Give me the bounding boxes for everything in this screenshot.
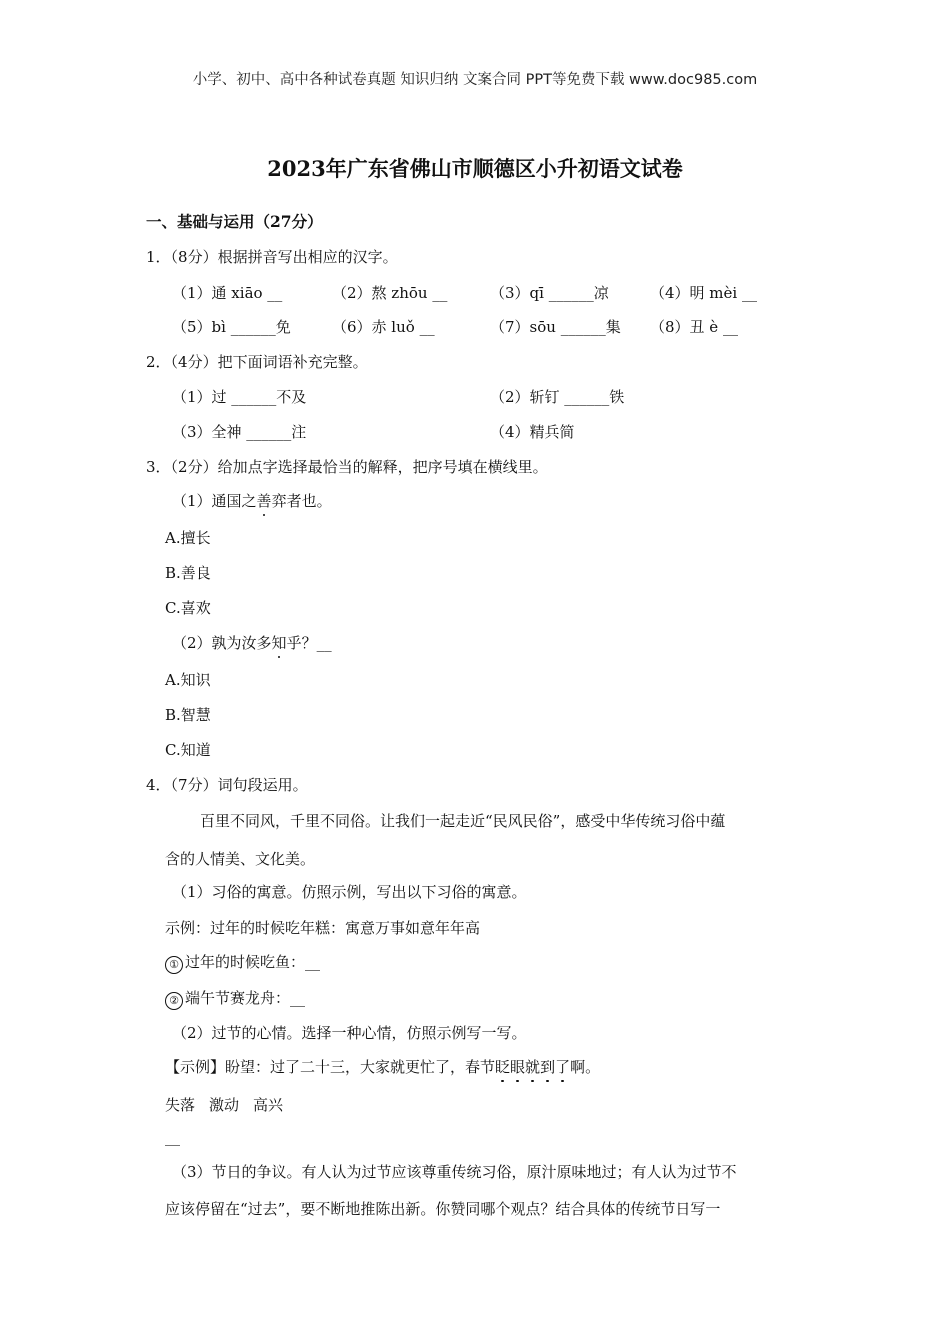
page-header: 小学、初中、高中各种试卷真题 知识归纳 文案合同 PPT等免费下载 www.doc985.com bbox=[192, 72, 758, 88]
mood-option: 激动 bbox=[209, 1096, 240, 1114]
dotted-character: 善 bbox=[256, 492, 272, 510]
q2-item: （4）精兵简 bbox=[490, 423, 575, 441]
dotted-character: 眼 bbox=[510, 1058, 526, 1076]
q4-part1: （1）习俗的寓意。仿照示例，写出以下习俗的寓意。 bbox=[172, 883, 527, 901]
q1-item: （2）熬 zhōu __ bbox=[332, 284, 448, 302]
q3-option: C.知道 bbox=[165, 741, 211, 759]
q2-item: （3）全神 ______注 bbox=[172, 423, 307, 441]
dotted-character: 眨 bbox=[495, 1058, 511, 1076]
q4-item bbox=[165, 987, 305, 1010]
q3-option: B.智慧 bbox=[165, 706, 211, 724]
q3-sub1-before: （1）通国之 bbox=[172, 492, 257, 510]
q2-item: （2）斩钉 ______铁 bbox=[490, 388, 625, 406]
section-heading: 一、基础与运用（27分） bbox=[146, 212, 323, 231]
dotted-character: 了 bbox=[555, 1058, 571, 1076]
mood-option: 失落 bbox=[165, 1096, 196, 1114]
q1-item: （4）明 mèi __ bbox=[650, 284, 757, 302]
example2-before: 【示例】盼望：过了二十三，大家就更忙了，春节 bbox=[165, 1058, 496, 1076]
q4-item bbox=[165, 951, 320, 974]
answer-blank: __ bbox=[165, 1128, 180, 1146]
q1-item: （7）sōu ______集 bbox=[490, 318, 621, 336]
mood-option: 高兴 bbox=[253, 1096, 284, 1114]
exam-title: 2023年广东省佛山市顺德区小升初语文试卷 bbox=[267, 156, 683, 181]
q4-item-text: 过年的时候吃鱼：__ bbox=[185, 953, 321, 971]
example2-after: 啊。 bbox=[570, 1058, 601, 1076]
q1-stem: 1．（8分）根据拼音写出相应的汉字。 bbox=[146, 248, 398, 266]
q3-sub2-before: （2）孰为汝多 bbox=[172, 634, 272, 652]
q3-sub1-after: 弈者也。 bbox=[271, 492, 332, 510]
q3-sub2-after: 乎？__ bbox=[286, 634, 332, 652]
q1-item: （6）赤 luǒ __ bbox=[332, 318, 435, 336]
q3-option: A.知识 bbox=[165, 671, 211, 689]
q3-sub1 bbox=[172, 490, 332, 511]
q1-item: （8）丑 è __ bbox=[650, 318, 738, 336]
q4-example1: 示例：过年的时候吃年糕：寓意万事如意年年高 bbox=[165, 919, 481, 937]
q4-example2 bbox=[165, 1056, 600, 1077]
dotted-character: 知 bbox=[271, 634, 287, 652]
q4-paragraph-line: 百里不同风，千里不同俗。让我们一起走近“民风民俗”，感受中华传统习俗中蕴 bbox=[200, 812, 726, 830]
dotted-character: 到 bbox=[540, 1058, 556, 1076]
q2-stem: 2．（4分）把下面词语补充完整。 bbox=[146, 353, 368, 371]
q4-part3-line: 应该停留在“过去”，要不断地推陈出新。你赞同哪个观点？结合具体的传统节日写一 bbox=[165, 1200, 721, 1218]
q2-item: （1）过 ______不及 bbox=[172, 388, 307, 406]
q4-stem: 4．（7分）词句段运用。 bbox=[146, 776, 308, 794]
q1-item: （3）qī ______凉 bbox=[490, 284, 609, 302]
q3-option: B.善良 bbox=[165, 564, 211, 582]
q3-option: C.喜欢 bbox=[165, 599, 211, 617]
circled-number: ① bbox=[165, 956, 183, 974]
q3-sub2 bbox=[172, 632, 332, 653]
q4-paragraph-line: 含的人情美、文化美。 bbox=[165, 850, 316, 868]
q1-item: （1）通 xiāo __ bbox=[172, 284, 283, 302]
mood-options bbox=[165, 1094, 283, 1115]
q3-stem: 3．（2分）给加点字选择最恰当的解释，把序号填在横线里。 bbox=[146, 458, 548, 476]
q4-item-text: 端午节赛龙舟：__ bbox=[185, 989, 306, 1007]
dotted-character: 就 bbox=[525, 1058, 541, 1076]
q1-item: （5）bì ______免 bbox=[172, 318, 291, 336]
q4-part2: （2）过节的心情。选择一种心情，仿照示例写一写。 bbox=[172, 1024, 527, 1042]
q4-part3-line: （3）节日的争议。有人认为过节应该尊重传统习俗，原汁原味地过；有人认为过节不 bbox=[172, 1163, 737, 1181]
circled-number: ② bbox=[165, 992, 183, 1010]
q3-option: A.擅长 bbox=[165, 529, 211, 547]
